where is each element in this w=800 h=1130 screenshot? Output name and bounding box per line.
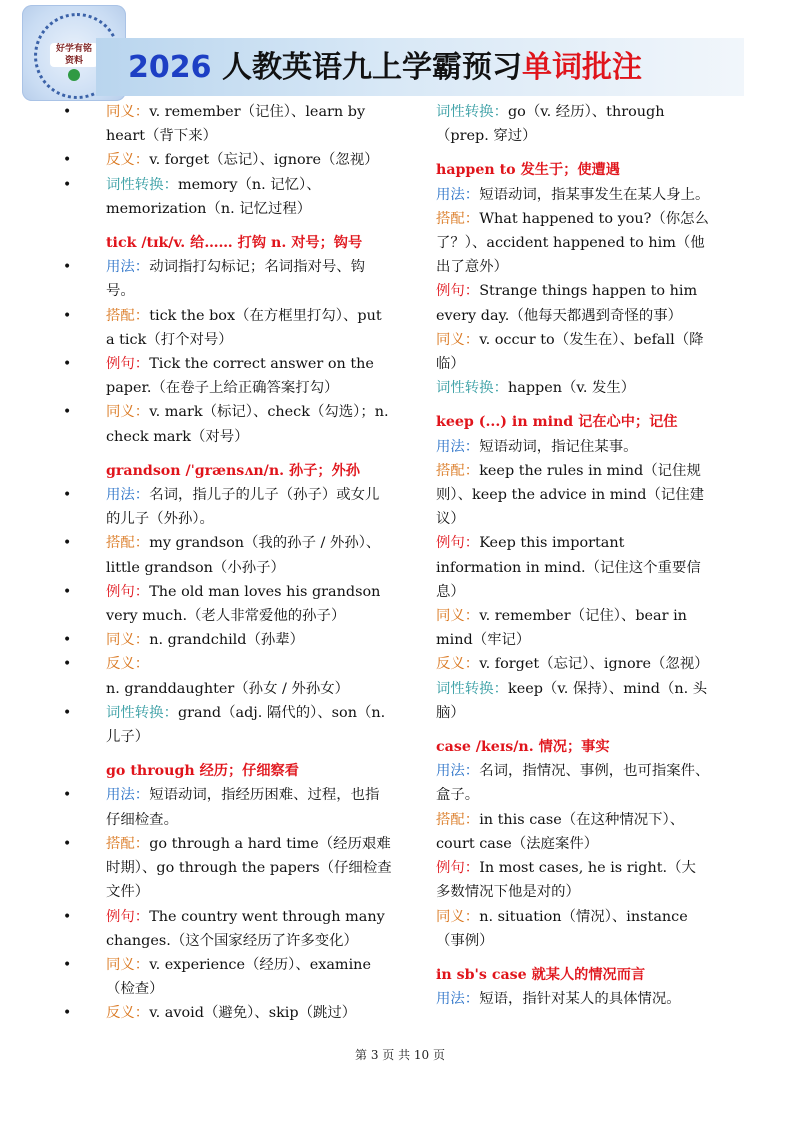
vocab-entry bbox=[414, 735, 710, 953]
entry-label: 搭配： bbox=[106, 535, 150, 552]
entry-label: 词性转换： bbox=[436, 104, 508, 120]
bullet-icon: • bbox=[63, 404, 72, 421]
entry-label: 反义： bbox=[106, 1005, 150, 1022]
entry-text: v. occur to（发生在）、befall（降临） bbox=[436, 331, 704, 373]
entry-line bbox=[414, 987, 710, 1011]
bullet-icon: • bbox=[63, 104, 72, 120]
entry-line bbox=[414, 459, 710, 532]
vocab-entry bbox=[414, 100, 710, 148]
entry-headword: in sb's case 就某人的情况而言 bbox=[436, 966, 646, 983]
entry-line bbox=[63, 580, 392, 628]
entry-text: go through a hard time（经历艰难时期）、go through the papers（仔细检查文件） bbox=[106, 835, 392, 901]
entry-text: keep（v. 保持）、mind（n. 头脑） bbox=[436, 680, 708, 721]
entry-line bbox=[63, 953, 392, 1001]
entry-line bbox=[63, 400, 392, 448]
entry-line bbox=[414, 100, 710, 148]
bullet-icon: • bbox=[63, 356, 72, 373]
entry-text: in this case（在这种情况下）、court case（法庭案件） bbox=[436, 811, 685, 852]
entry-line bbox=[63, 483, 392, 531]
entry-label: 搭配： bbox=[436, 811, 480, 828]
entry-line bbox=[63, 148, 392, 172]
logo-text: 好学有铭 资料 bbox=[50, 43, 98, 67]
vocab-entry bbox=[414, 158, 710, 400]
entry-text: 短语动词，指记住某事。 bbox=[479, 438, 638, 455]
title-main: 人教英语九上学霸预习 bbox=[211, 50, 522, 85]
entry-text: grand（adj. 隔代的）、son（n. 儿子） bbox=[106, 704, 386, 746]
entry-text: happen（v. 发生） bbox=[507, 380, 636, 397]
entry-line bbox=[63, 531, 392, 579]
entry-line bbox=[414, 328, 710, 376]
entry-text: 短语动词，指经历困难、过程，也指仔细检查。 bbox=[106, 787, 380, 828]
entry-text: memory（n. 记忆）、memorization（n. 记忆过程） bbox=[106, 176, 321, 217]
entry-text: my grandson（我的孙子 / 外孙）、little grandson（小孙子） bbox=[106, 535, 381, 576]
title-year: 2026 bbox=[128, 50, 212, 85]
entry-line bbox=[63, 701, 392, 749]
entry-label: 同义： bbox=[106, 956, 150, 973]
entry-text: 短语，指针对某人的具体情况。 bbox=[479, 991, 681, 1008]
page-header bbox=[0, 0, 800, 104]
entry-line bbox=[414, 759, 710, 807]
bullet-icon: • bbox=[63, 583, 72, 600]
entry-text: n. grandchild（孙辈） bbox=[149, 632, 305, 649]
entry-headword: happen to 发生于；使遭遇 bbox=[436, 162, 620, 179]
bullet-icon: • bbox=[63, 704, 72, 721]
entry-text: v. remember（记住）、learn by heart（背下来） bbox=[106, 104, 366, 145]
bullet-icon: • bbox=[63, 632, 72, 649]
entry-label: 用法： bbox=[106, 487, 150, 504]
entry-label: 用法： bbox=[106, 259, 150, 276]
entry-label: 例句： bbox=[436, 283, 480, 300]
entry-line bbox=[63, 628, 392, 652]
bullet-icon: • bbox=[63, 259, 72, 276]
bullet-icon: • bbox=[63, 787, 72, 804]
entry-label: 反义： bbox=[436, 656, 480, 673]
entry-label: 词性转换： bbox=[436, 380, 508, 397]
bullet-icon: • bbox=[63, 656, 72, 673]
bullet-icon: • bbox=[63, 956, 72, 973]
entry-line bbox=[414, 604, 710, 652]
entry-text: 名词，指情况、事例，也可指案件、盒子。 bbox=[436, 763, 710, 804]
entry-text: n. situation（情况）、instance（事例） bbox=[436, 908, 688, 949]
entry-text: The old man loves his grandson very much.（老人非常爱他的孙子） bbox=[106, 583, 381, 625]
title-highlight: 单词批注 bbox=[521, 50, 642, 85]
entry-label: 例句： bbox=[106, 583, 150, 600]
entry-label: 反义： bbox=[106, 656, 150, 673]
bullet-icon: • bbox=[63, 535, 72, 552]
entry-line bbox=[63, 304, 392, 352]
entry-label: 例句： bbox=[106, 908, 150, 925]
entry-label: 同义： bbox=[436, 331, 480, 348]
entry-label: 例句： bbox=[436, 535, 480, 552]
entry-headword: tick /tɪk/v. 给…… 打钩 n. 对号；钩号 bbox=[106, 235, 363, 252]
entry-label: 反义： bbox=[106, 152, 150, 169]
bullet-icon: • bbox=[63, 307, 72, 324]
bullet-icon: • bbox=[63, 176, 72, 193]
entry-line bbox=[414, 207, 710, 280]
entry-label: 用法： bbox=[436, 186, 480, 203]
entry-label: 词性转换： bbox=[106, 704, 178, 721]
entry-line bbox=[414, 856, 710, 904]
entry-headword: keep (...) in mind 记在心中；记住 bbox=[436, 414, 678, 431]
bullet-icon: • bbox=[63, 1005, 72, 1022]
entry-text: n. granddaughter（孙女 / 外孙女） bbox=[106, 680, 350, 697]
bullet-icon: • bbox=[63, 835, 72, 852]
entry-text: go（v. 经历）、through（prep. 穿过） bbox=[436, 104, 665, 145]
entry-label: 搭配： bbox=[436, 210, 480, 227]
vocab-entry bbox=[414, 963, 710, 1011]
vocab-entry bbox=[414, 410, 710, 725]
entry-line bbox=[414, 183, 710, 207]
entry-label: 搭配： bbox=[436, 462, 480, 479]
vocab-entry bbox=[63, 231, 392, 449]
entry-text: 短语动词，指某事发生在某人身上。 bbox=[479, 186, 710, 203]
entry-line bbox=[63, 255, 392, 303]
entry-label: 词性转换： bbox=[106, 176, 178, 193]
entry-headword: go through 经历；仔细察看 bbox=[106, 763, 299, 780]
entry-text: v. mark（标记）、check（勾选）；n. check mark（对号） bbox=[106, 404, 389, 445]
entry-text: v. forget（忘记）、ignore（忽视） bbox=[149, 152, 379, 169]
entry-text: What happened to you?（你怎么了？）、accident happened to him（他出了意外） bbox=[436, 210, 709, 276]
entry-line bbox=[63, 1001, 392, 1025]
entry-line bbox=[414, 435, 710, 459]
right-column bbox=[414, 100, 710, 1011]
entry-label: 搭配： bbox=[106, 307, 150, 324]
entry-text: Keep this important information in mind.（记住这个重要信息） bbox=[436, 535, 701, 600]
entry-label: 同义： bbox=[106, 632, 150, 649]
entry-line bbox=[63, 832, 392, 905]
entry-text: Tick the correct answer on the paper.（在卷子上给正确答案打勾） bbox=[106, 356, 374, 397]
entry-label: 例句： bbox=[106, 356, 150, 373]
bullet-icon: • bbox=[63, 487, 72, 504]
entry-label: 搭配： bbox=[106, 835, 150, 852]
entry-text: In most cases, he is right.（大多数情况下他是对的） bbox=[436, 860, 696, 901]
page-footer: 第 3 页 共 10 页 bbox=[355, 1048, 445, 1062]
vocab-entry bbox=[63, 759, 392, 1025]
entry-line bbox=[414, 808, 710, 856]
entry-headword: case /keɪs/n. 情况；事实 bbox=[436, 739, 610, 756]
entry-label: 同义： bbox=[436, 608, 480, 625]
entry-line bbox=[414, 652, 710, 676]
entry-line bbox=[63, 783, 392, 831]
entry-text: 动词指打勾标记；名词指对号、钩号。 bbox=[106, 259, 366, 300]
entry-text: The country went through many changes.（这个国家经历了许多变化） bbox=[106, 908, 385, 949]
entry-line bbox=[63, 100, 392, 148]
entry-headword: grandson /ˈɡrænsʌn/n. 孙子；外孙 bbox=[106, 462, 360, 479]
entry-label: 用法： bbox=[436, 991, 480, 1008]
entry-line bbox=[63, 905, 392, 953]
entry-label: 用法： bbox=[106, 787, 150, 804]
entry-line bbox=[63, 173, 392, 221]
entry-text: keep the rules in mind（记住规则）、keep the advice in mind（记住建议） bbox=[436, 462, 705, 528]
entry-line bbox=[414, 279, 710, 327]
entry-line bbox=[414, 531, 710, 604]
page-title bbox=[128, 48, 642, 88]
entry-text: v. avoid（避免）、skip（跳过） bbox=[149, 1005, 357, 1022]
entry-text: tick the box（在方框里打勾）、put a tick（打个对号） bbox=[106, 307, 382, 348]
entry-label: 同义： bbox=[106, 404, 150, 421]
entry-label: 同义： bbox=[106, 104, 150, 120]
entry-label: 用法： bbox=[436, 438, 480, 455]
left-column bbox=[63, 100, 392, 1026]
vocab-entry bbox=[63, 459, 392, 749]
entry-text: v. remember（记住）、bear in mind（牢记） bbox=[436, 608, 687, 649]
entry-label: 词性转换： bbox=[436, 680, 508, 697]
entry-text: v. experience（经历）、examine（检查） bbox=[106, 956, 371, 998]
bullet-icon: • bbox=[63, 908, 72, 925]
entry-text: Strange things happen to him every day.（他每天都遇到奇怪的事） bbox=[436, 283, 698, 324]
entry-text: v. forget（忘记）、ignore（忽视） bbox=[479, 656, 709, 673]
bullet-icon: • bbox=[63, 152, 72, 169]
entry-text: 名词，指儿子的儿子（孙子）或女儿的儿子（外孙）。 bbox=[106, 487, 380, 528]
entry-label: 用法： bbox=[436, 763, 480, 780]
entry-label: 同义： bbox=[436, 908, 480, 925]
leaf-icon bbox=[68, 69, 80, 81]
entry-line bbox=[414, 376, 710, 400]
vocab-entry bbox=[63, 100, 392, 221]
entry-line bbox=[63, 652, 392, 700]
entry-label: 例句： bbox=[436, 860, 480, 877]
entry-line bbox=[414, 905, 710, 953]
entry-line bbox=[63, 352, 392, 400]
entry-line bbox=[414, 677, 710, 725]
